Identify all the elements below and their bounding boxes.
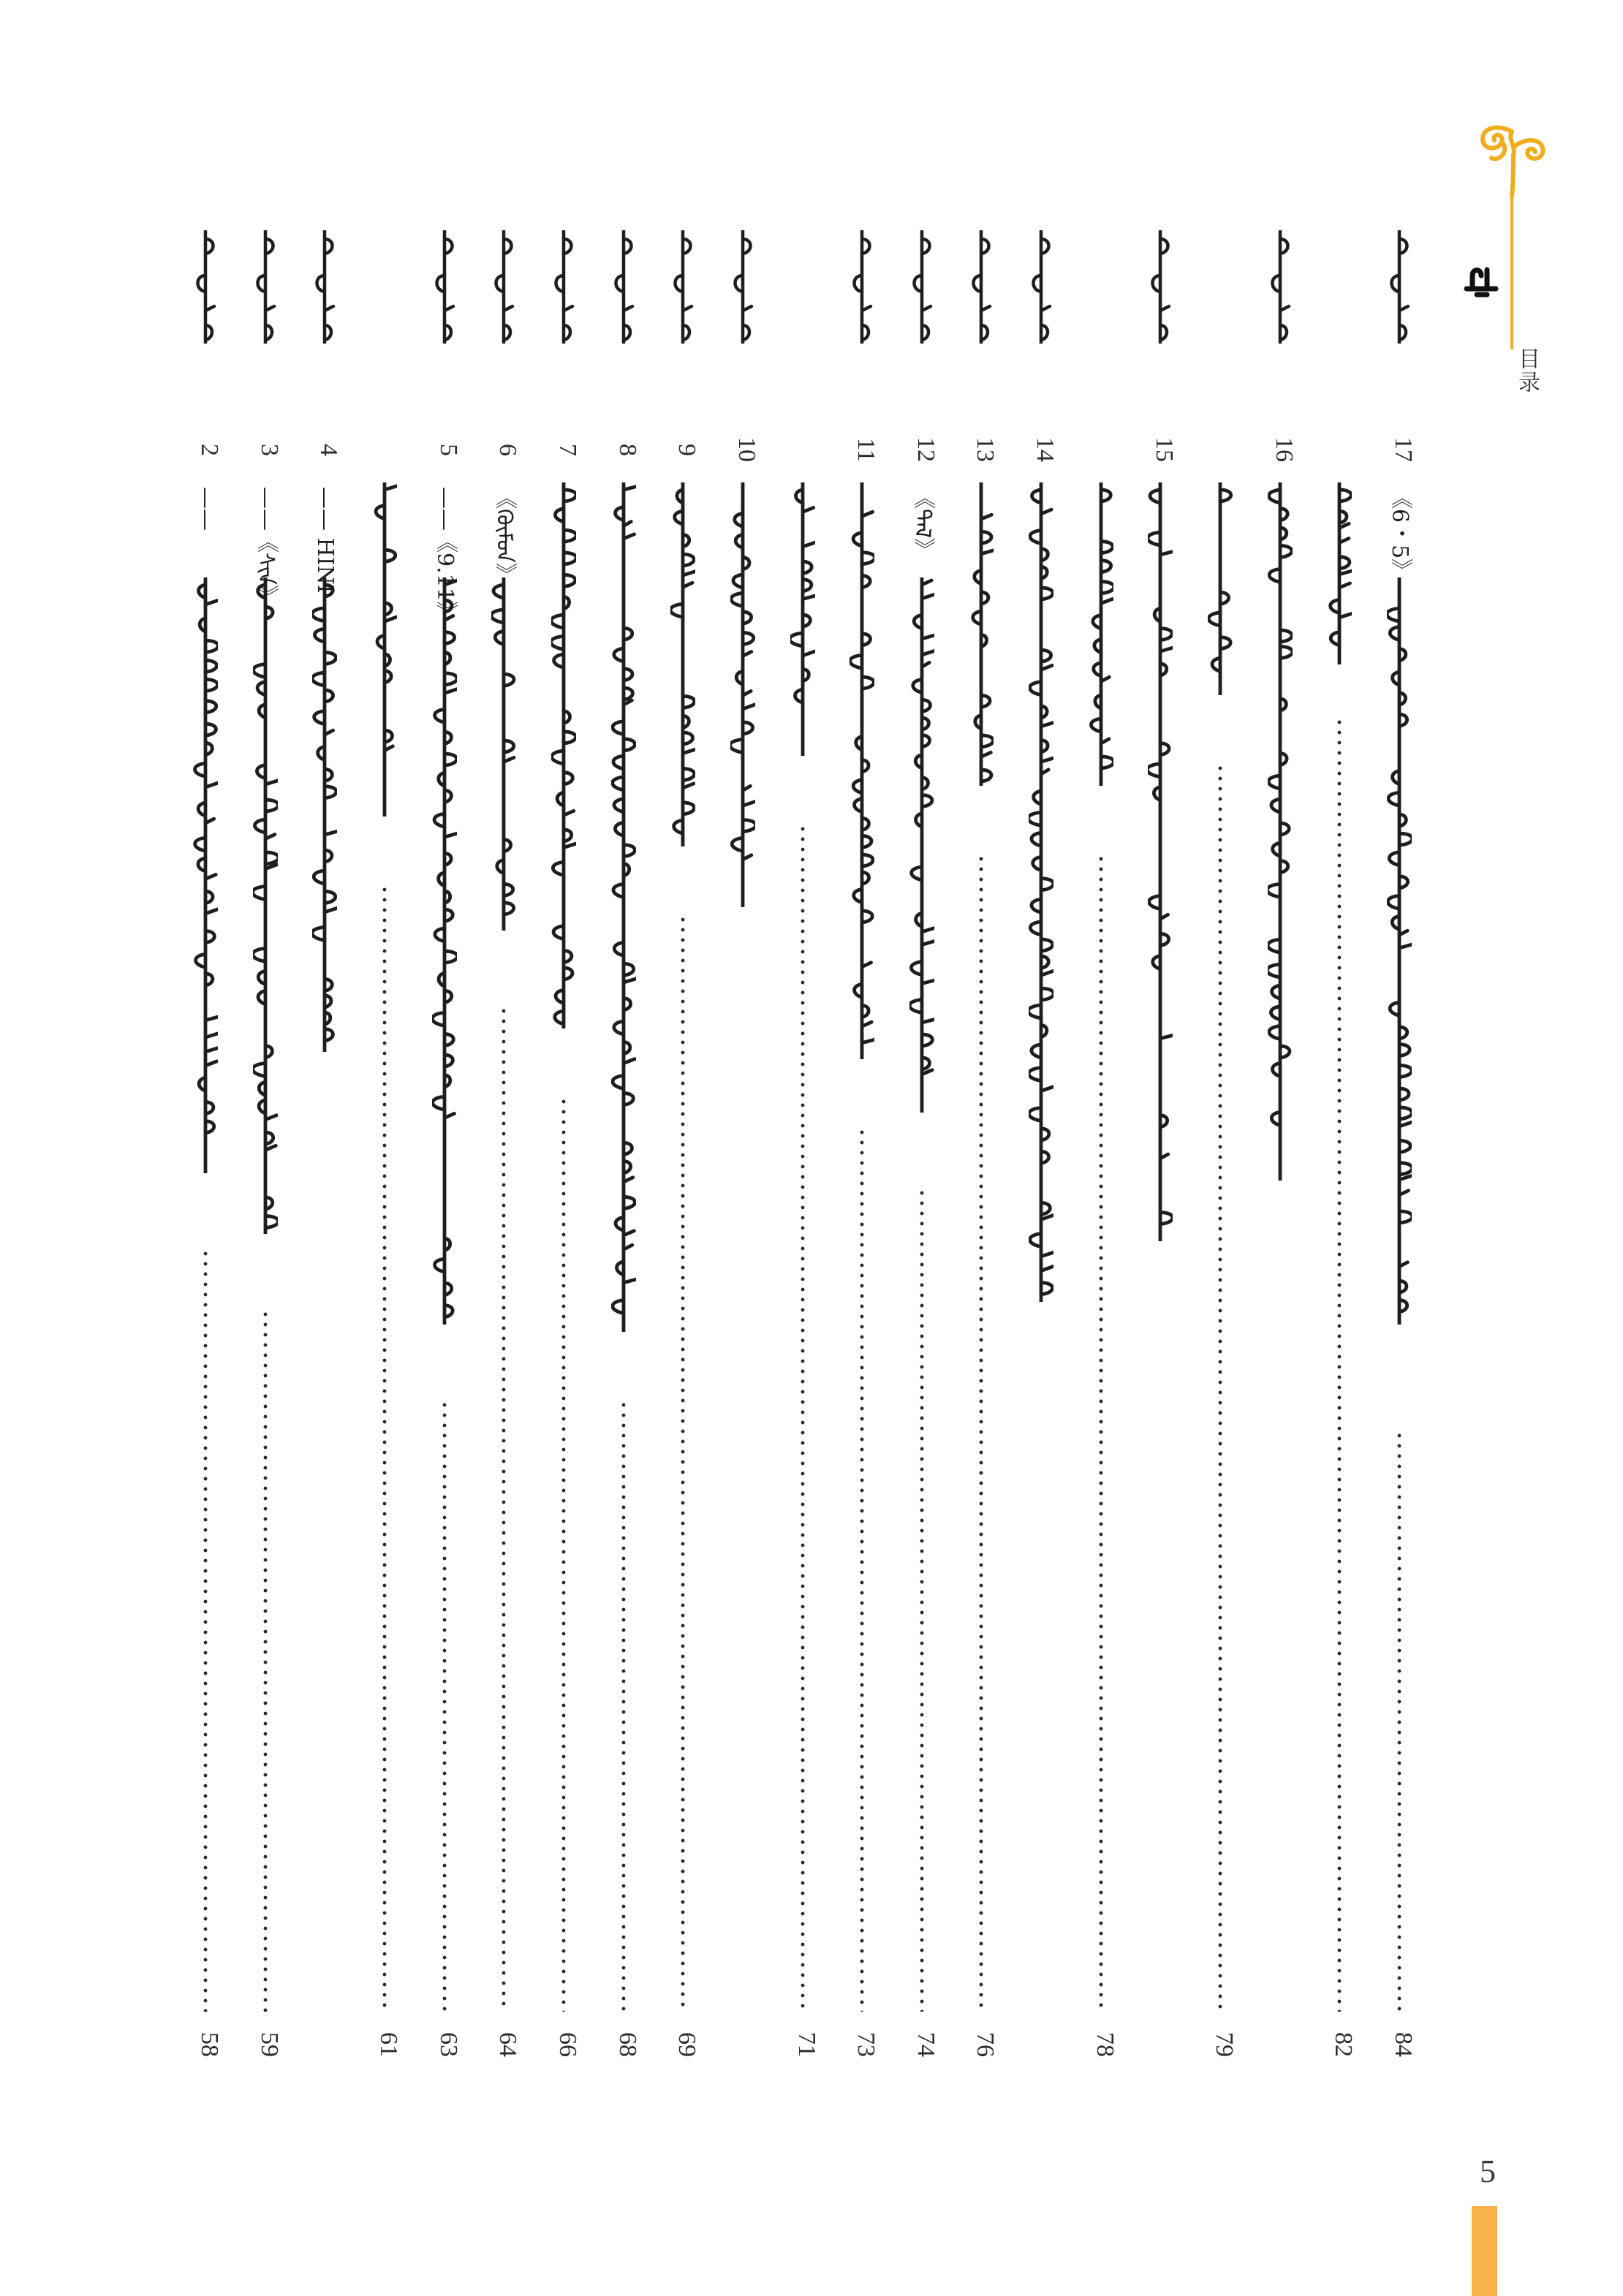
entry-title-text: 《6・5》	[1387, 487, 1412, 581]
entry-page-number: 74	[912, 2032, 939, 2057]
entry-title-text: ——《9.11》	[432, 487, 458, 624]
dot-leader	[1396, 1431, 1402, 2012]
dot-leader	[800, 824, 806, 2012]
entry-title-script	[372, 482, 397, 817]
entry-page-number: 61	[375, 2032, 402, 2057]
toc-entry[interactable]	[248, 0, 283, 2296]
entry-title-script	[1148, 482, 1173, 1241]
chapter-prefix-glyph	[849, 230, 875, 344]
entry-number: 6	[494, 443, 521, 456]
entry-title-script	[193, 577, 218, 1173]
dot-leader	[382, 884, 387, 2012]
dot-leader	[978, 854, 984, 2012]
toc-entry[interactable]	[367, 0, 402, 2296]
entry-title-script	[850, 482, 874, 1059]
chapter-prefix-glyph	[192, 230, 219, 344]
entry-title-script	[969, 482, 994, 786]
entry-number: 2	[196, 443, 223, 456]
toc-entry[interactable]	[1263, 0, 1298, 2296]
entry-title-text: ——《ᠰᠢᠨ》	[253, 487, 279, 607]
chapter-prefix-glyph	[968, 230, 994, 344]
entry-page-number: 82	[1330, 2032, 1357, 2057]
entry-number: 11	[852, 437, 879, 462]
entry-title-script	[790, 482, 815, 756]
toc-entry[interactable]	[964, 0, 999, 2296]
entry-number: 13	[972, 437, 999, 462]
dot-leader	[262, 1309, 268, 2012]
dot-leader	[1098, 854, 1104, 2012]
chapter-prefix-glyph	[311, 230, 338, 344]
entry-title-script	[730, 482, 755, 907]
entry-page-number: 59	[256, 2032, 283, 2057]
knot-ornament-icon	[1469, 117, 1565, 197]
entry-number: 4	[315, 443, 342, 456]
mongolian-heading-glyph	[1462, 259, 1500, 300]
chapter-prefix-glyph	[670, 230, 696, 344]
entry-page-number: 64	[494, 2032, 521, 2057]
toc-entry[interactable]	[725, 0, 760, 2296]
entry-page-number: 69	[673, 2032, 700, 2057]
entry-title-script	[491, 577, 516, 931]
entry-page-number: 84	[1390, 2032, 1417, 2057]
entry-title-text: ——	[193, 487, 219, 531]
page-title: 目录	[1514, 347, 1540, 394]
page-number: 5	[1480, 2153, 1496, 2189]
dot-leader	[203, 1249, 208, 2012]
entry-page-number: 68	[614, 2032, 641, 2057]
entry-title-script	[253, 577, 278, 1234]
entry-title-script	[1089, 482, 1113, 786]
entry-title-script	[312, 577, 337, 1052]
entry-page-number: 73	[852, 2032, 879, 2057]
chapter-prefix-glyph	[551, 230, 577, 344]
entry-page-number: 71	[793, 2032, 820, 2057]
toc-entry[interactable]	[1203, 0, 1238, 2296]
toc-entry[interactable]	[785, 0, 820, 2296]
chapter-prefix-glyph	[252, 230, 279, 344]
dot-leader	[1336, 717, 1342, 2012]
entry-title-script	[1029, 482, 1053, 1302]
entry-title-text: —— HINI	[312, 487, 338, 594]
toc-entry[interactable]	[606, 0, 641, 2296]
chapter-prefix-glyph	[431, 230, 458, 344]
dot-leader	[442, 1400, 447, 2012]
chapter-prefix-glyph	[909, 230, 935, 344]
toc-entry[interactable]	[1322, 0, 1357, 2296]
toc-entry[interactable]	[427, 0, 462, 2296]
header-rule	[1510, 192, 1513, 349]
entry-number: 3	[256, 443, 283, 456]
chapter-prefix-glyph	[491, 230, 517, 344]
toc-entry[interactable]	[188, 0, 223, 2296]
entry-title-text: 《ᠬᠦᠮᠦᠨ》	[491, 487, 517, 585]
entry-number: 17	[1390, 437, 1417, 462]
page-edge-tab	[1472, 2206, 1497, 2296]
dot-leader	[919, 1188, 925, 2012]
entry-number: 16	[1271, 437, 1298, 462]
entry-page-number: 66	[554, 2032, 581, 2057]
chapter-prefix-glyph	[610, 230, 637, 344]
dot-leader	[680, 914, 686, 2012]
entry-page-number: 78	[1092, 2032, 1119, 2057]
entry-title-text: 《ᠲᠠᠯ》	[909, 487, 935, 561]
chapter-prefix-glyph	[730, 230, 756, 344]
entry-number: 15	[1151, 437, 1178, 462]
toc-entry[interactable]	[844, 0, 879, 2296]
chapter-prefix-glyph	[1386, 230, 1412, 344]
chapter-prefix-glyph	[1267, 230, 1293, 344]
chapter-prefix-glyph	[1028, 230, 1054, 344]
chapter-prefix-glyph	[1147, 230, 1173, 344]
entry-number: 10	[733, 437, 760, 462]
entry-title-script	[1327, 482, 1352, 664]
toc-entry[interactable]	[1083, 0, 1119, 2296]
dot-leader	[621, 1400, 627, 2012]
toc-entry[interactable]	[1382, 0, 1417, 2296]
entry-page-number: 79	[1211, 2032, 1238, 2057]
toc-entry[interactable]	[665, 0, 700, 2296]
entry-number: 5	[435, 443, 462, 456]
entry-page-number: 76	[972, 2032, 999, 2057]
entry-number: 14	[1032, 437, 1059, 462]
entry-title-script	[670, 482, 695, 846]
entry-number: 12	[912, 437, 939, 462]
entry-number: 9	[673, 443, 700, 456]
entry-title-script	[909, 577, 934, 1113]
toc-entry[interactable]	[1143, 0, 1178, 2296]
toc-entry[interactable]	[486, 0, 521, 2296]
toc-entry[interactable]	[307, 0, 342, 2296]
toc-entry[interactable]	[1024, 0, 1059, 2296]
entry-title-script	[611, 482, 636, 1332]
entry-title-script	[432, 577, 457, 1325]
entry-title-script	[1387, 577, 1412, 1325]
entry-number: 7	[554, 443, 581, 456]
entry-page-number: 58	[196, 2032, 223, 2057]
dot-leader	[561, 1096, 567, 2012]
entry-title-script	[1268, 482, 1293, 1181]
dot-leader	[859, 1127, 865, 2012]
entry-number: 8	[614, 443, 641, 456]
toc-entry[interactable]	[546, 0, 581, 2296]
toc-entry[interactable]	[904, 0, 939, 2296]
entry-title-script	[551, 482, 576, 1028]
entry-title-script	[1208, 482, 1233, 695]
entry-page-number: 63	[435, 2032, 462, 2057]
dot-leader	[501, 1006, 507, 2012]
dot-leader	[1217, 763, 1223, 2012]
